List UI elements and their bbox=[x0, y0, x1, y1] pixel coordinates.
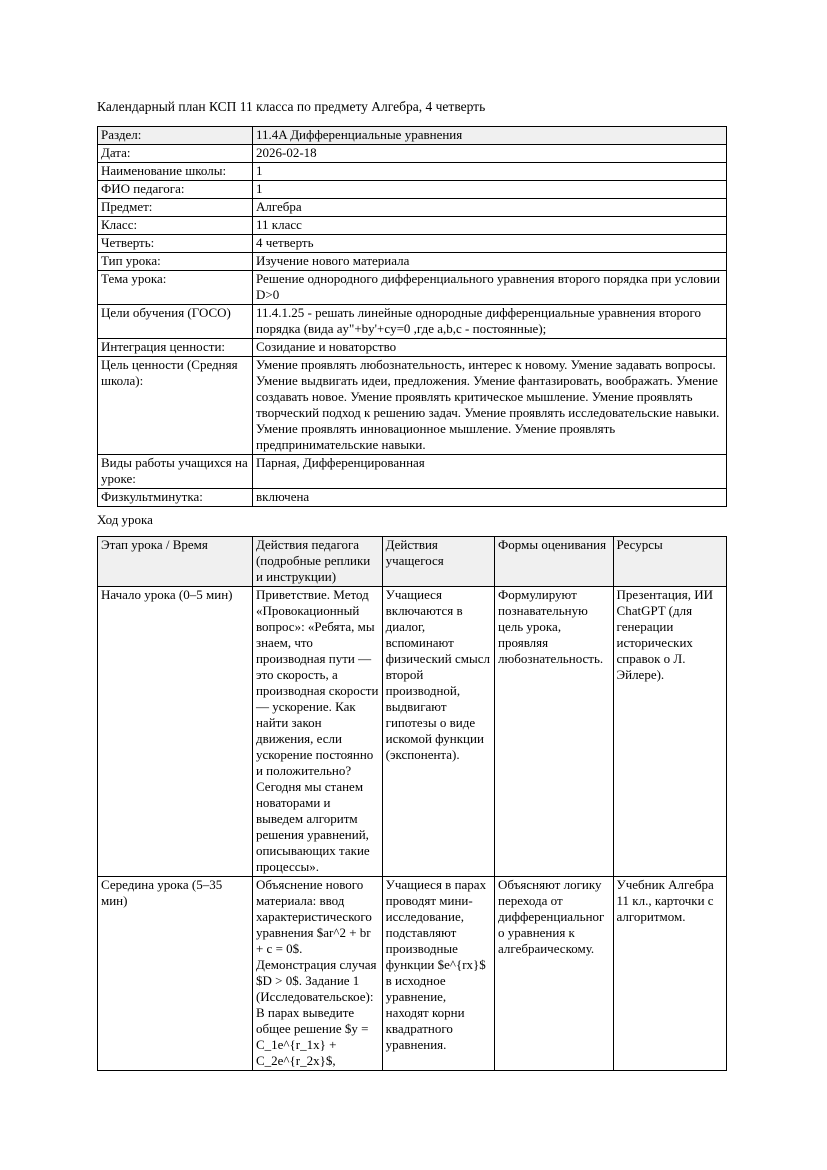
info-value: Парная, Дифференцированная bbox=[253, 455, 727, 489]
info-label: Тема урока: bbox=[98, 271, 253, 305]
info-value: включена bbox=[253, 489, 727, 507]
info-value: 11 класс bbox=[253, 217, 727, 235]
column-header-teacher-actions: Действия педагога (подробные реплики и инструкции) bbox=[252, 537, 382, 587]
lesson-flow-table bbox=[97, 536, 727, 1071]
info-value: Решение однородного дифференциального уравнения второго порядка при условии D>0 bbox=[253, 271, 727, 305]
info-value: 1 bbox=[253, 181, 727, 199]
info-row-lesson-topic bbox=[98, 271, 727, 305]
section-heading: Ход урока bbox=[97, 512, 153, 527]
stage-cell: Начало урока (0–5 мин) bbox=[98, 587, 253, 877]
info-label: Физкультминутка: bbox=[98, 489, 253, 507]
info-row-subject bbox=[98, 199, 727, 217]
info-row-values-integration bbox=[98, 339, 727, 357]
info-label: Наименование школы: bbox=[98, 163, 253, 181]
info-label: Тип урока: bbox=[98, 253, 253, 271]
student-actions-cell: Учащиеся в парах проводят мини-исследование, подставляют производные функции $e^{rx}$ в исходное уравнение, находят корни квадратного уравнения. bbox=[382, 877, 494, 1071]
info-row-teacher bbox=[98, 181, 727, 199]
info-label: Интеграция ценности: bbox=[98, 339, 253, 357]
stage-cell: Середина урока (5–35 мин) bbox=[98, 877, 253, 1071]
info-value: Умение проявлять любознательность, интерес к новому. Умение задавать вопросы. Умение выдвигать идеи, предложения. Умение фантазировать, воображать. Умение создавать новое. Умение проявлять критическое мышление. Умение проявлять творческий подход к решению задач. Умение проявлять исследовательские навыки. Умение проявлять инновационное мышление. Умение проявлять предпринимательские навыки. bbox=[253, 357, 727, 455]
info-row-lesson-type bbox=[98, 253, 727, 271]
info-value: 2026-02-18 bbox=[253, 145, 727, 163]
info-row-goals bbox=[98, 305, 727, 339]
lesson-info-table bbox=[97, 126, 727, 507]
info-label: Предмет: bbox=[98, 199, 253, 217]
resources-cell: Учебник Алгебра 11 кл., карточки с алгоритмом. bbox=[613, 877, 726, 1071]
info-value: 1 bbox=[253, 163, 727, 181]
info-row-work-types bbox=[98, 455, 727, 489]
info-label: Дата: bbox=[98, 145, 253, 163]
info-value: 11.4A Дифференциальные уравнения bbox=[253, 127, 727, 145]
column-header-assessment: Формы оценивания bbox=[495, 537, 614, 587]
info-label: Виды работы учащихся на уроке: bbox=[98, 455, 253, 489]
info-row-value-goal bbox=[98, 357, 727, 455]
column-header-resources: Ресурсы bbox=[613, 537, 726, 587]
info-value: 4 четверть bbox=[253, 235, 727, 253]
info-row-fizkultminutka bbox=[98, 489, 727, 507]
lesson-row-start bbox=[98, 587, 727, 877]
info-value: Алгебра bbox=[253, 199, 727, 217]
lesson-row-middle bbox=[98, 877, 727, 1071]
assessment-cell: Объясняют логику перехода от дифференциального уравнения к алгебраическому. bbox=[495, 877, 614, 1071]
info-row-razdel bbox=[98, 127, 727, 145]
info-label: Класс: bbox=[98, 217, 253, 235]
column-header-stage: Этап урока / Время bbox=[98, 537, 253, 587]
page-title: Календарный план КСП 11 класса по предмету Алгебра, 4 четверть bbox=[97, 99, 486, 114]
info-label: Цель ценности (Средняя школа): bbox=[98, 357, 253, 455]
info-label: Четверть: bbox=[98, 235, 253, 253]
info-row-school bbox=[98, 163, 727, 181]
info-row-quarter bbox=[98, 235, 727, 253]
lesson-table-header-row bbox=[98, 537, 727, 587]
info-label: Раздел: bbox=[98, 127, 253, 145]
info-label: ФИО педагога: bbox=[98, 181, 253, 199]
info-value: Изучение нового материала bbox=[253, 253, 727, 271]
column-header-student-actions: Действия учащегося bbox=[382, 537, 494, 587]
teacher-actions-cell: Приветствие. Метод «Провокационный вопрос»: «Ребята, мы знаем, что производная пути — это скорость, а производная скорости — ускорение. Как найти закон движения, если ускорение постоянно и положительно? Сегодня мы станем новаторами и выведем алгоритм решения уравнений, описывающих такие процессы». bbox=[252, 587, 382, 877]
student-actions-cell: Учащиеся включаются в диалог, вспоминают физический смысл второй производной, выдвигают гипотезы о виде искомой функции (экспонента). bbox=[382, 587, 494, 877]
teacher-actions-cell: Объяснение нового материала: ввод характеристического уравнения $ar^2 + br + c = 0$. Демонстрация случая $D > 0$. Задание 1 (Исследовательское): В парах выведите общее решение $y = C_1e^{r_1x} + C_2e^{r_2x}$, bbox=[252, 877, 382, 1071]
info-row-class bbox=[98, 217, 727, 235]
assessment-cell: Формулируют познавательную цель урока, проявляя любознательность. bbox=[495, 587, 614, 877]
info-value: Созидание и новаторство bbox=[253, 339, 727, 357]
info-label: Цели обучения (ГОСО) bbox=[98, 305, 253, 339]
info-value: 11.4.1.25 - решать линейные однородные дифференциальные уравнения второго порядка (вида ay"+by'+cy=0 ,где a,b,c - постоянные); bbox=[253, 305, 727, 339]
resources-cell: Презентация, ИИ ChatGPT (для генерации исторических справок о Л. Эйлере). bbox=[613, 587, 726, 877]
info-row-data bbox=[98, 145, 727, 163]
